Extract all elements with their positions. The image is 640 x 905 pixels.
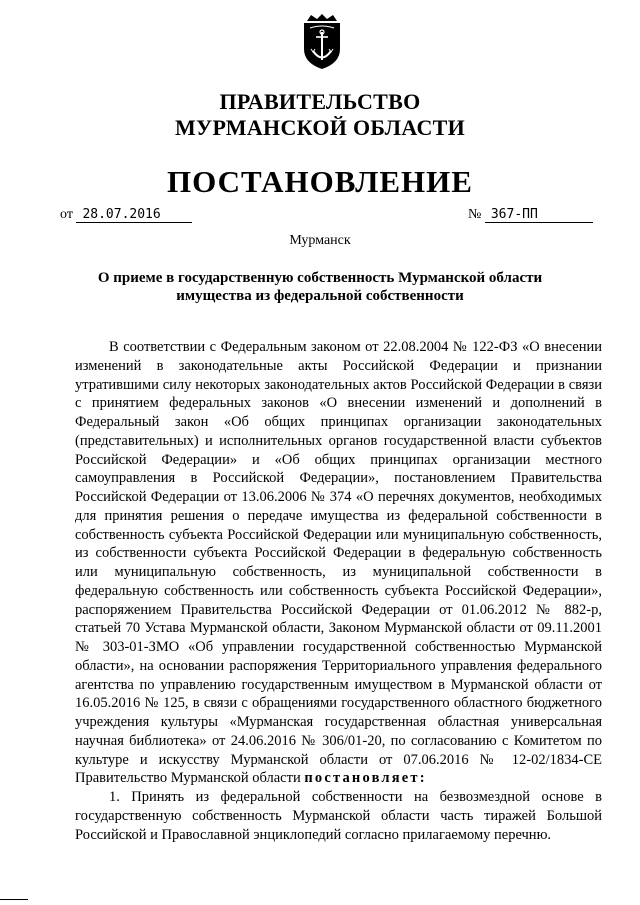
body-paragraph-preamble	[75, 338, 602, 788]
city-name: Мурманск	[289, 233, 351, 248]
document-title-line1: О приеме в государственную собственность Мурманской области	[97, 270, 543, 286]
organization-name-line1: ПРАВИТЕЛЬСТВО	[219, 89, 421, 114]
number-prefix: №	[468, 207, 482, 222]
number-value: 367-ПП	[485, 207, 593, 223]
date-value: 28.07.2016	[76, 207, 192, 223]
document-title-line2: имущества из федеральной собственности	[176, 288, 464, 304]
document-number	[468, 207, 593, 223]
date-prefix: от	[60, 207, 73, 222]
body-paragraph-item-1: 1. Принять из федеральной собственности на безвозмездной основе в государственную собственность Мурманской области часть тиражей Большой Российской и Православной энциклопедий согласно прилагаемому перечню.	[75, 789, 602, 843]
preamble-text: В соответствии с Федеральным законом от 22.08.2004 № 122-ФЗ «О внесении изменений в законодательные акты Российской Федерации и признании утратившими силу некоторых законодательных актов Российской Федерации в связи с принятием федеральных законов «О внесении изменений и дополнений в Федеральный закон «Об общих принципах организации законодательных (представительных) и исполнительных органов государственной власти субъектов Российской Федерации» и «Об общих принципах организации местного самоуправления в Российской Федерации», постановлением Правительства Российской Федерации от 13.06.2006 № 374 «О перечнях документов, необходимых для принятия решения о передаче имущества из федеральной собственности в собственность субъекта Российской Федерации или муниципальную собственность, из собственности субъекта Российской Федерации в федеральную собственность или муниципальную собственность, из муниципальной собственности в федеральную собственность или собственность субъекта Российской Федерации», распоряжением Правительства Российской Федерации от 01.06.2012 № 882-р, статьей 70 Устава Мурманской области, Законом Мурманской области от 09.11.2001 № 303-01-ЗМО «Об управлении государственной собственностью Мурманской области», на основании распоряжения Территориального управления федерального агентства по управлению государственным имуществом в Мурманской области от 16.05.2016 № 125, в связи с обращениями государственного областного бюджетного учреждения культуры «Мурманская государственная областная универсальная научная библиотека» от 24.06.2016 № 306/01-20, по согласованию с Комитетом по культуре и искусству Мурманской области от 07.06.2016 № 12-02/1834-СЕ Правительство Мурманской области	[75, 339, 602, 787]
document-type-heading: ПОСТАНОВЛЕНИЕ	[167, 164, 473, 199]
document-body	[75, 338, 602, 844]
page-edge-mark	[0, 899, 28, 900]
organization-name-line2: МУРМАНСКОЙ ОБЛАСТИ	[174, 115, 466, 140]
murmansk-coat-of-arms-icon	[298, 13, 346, 71]
document-date	[60, 207, 192, 223]
resolve-word: постановляет:	[304, 770, 427, 787]
